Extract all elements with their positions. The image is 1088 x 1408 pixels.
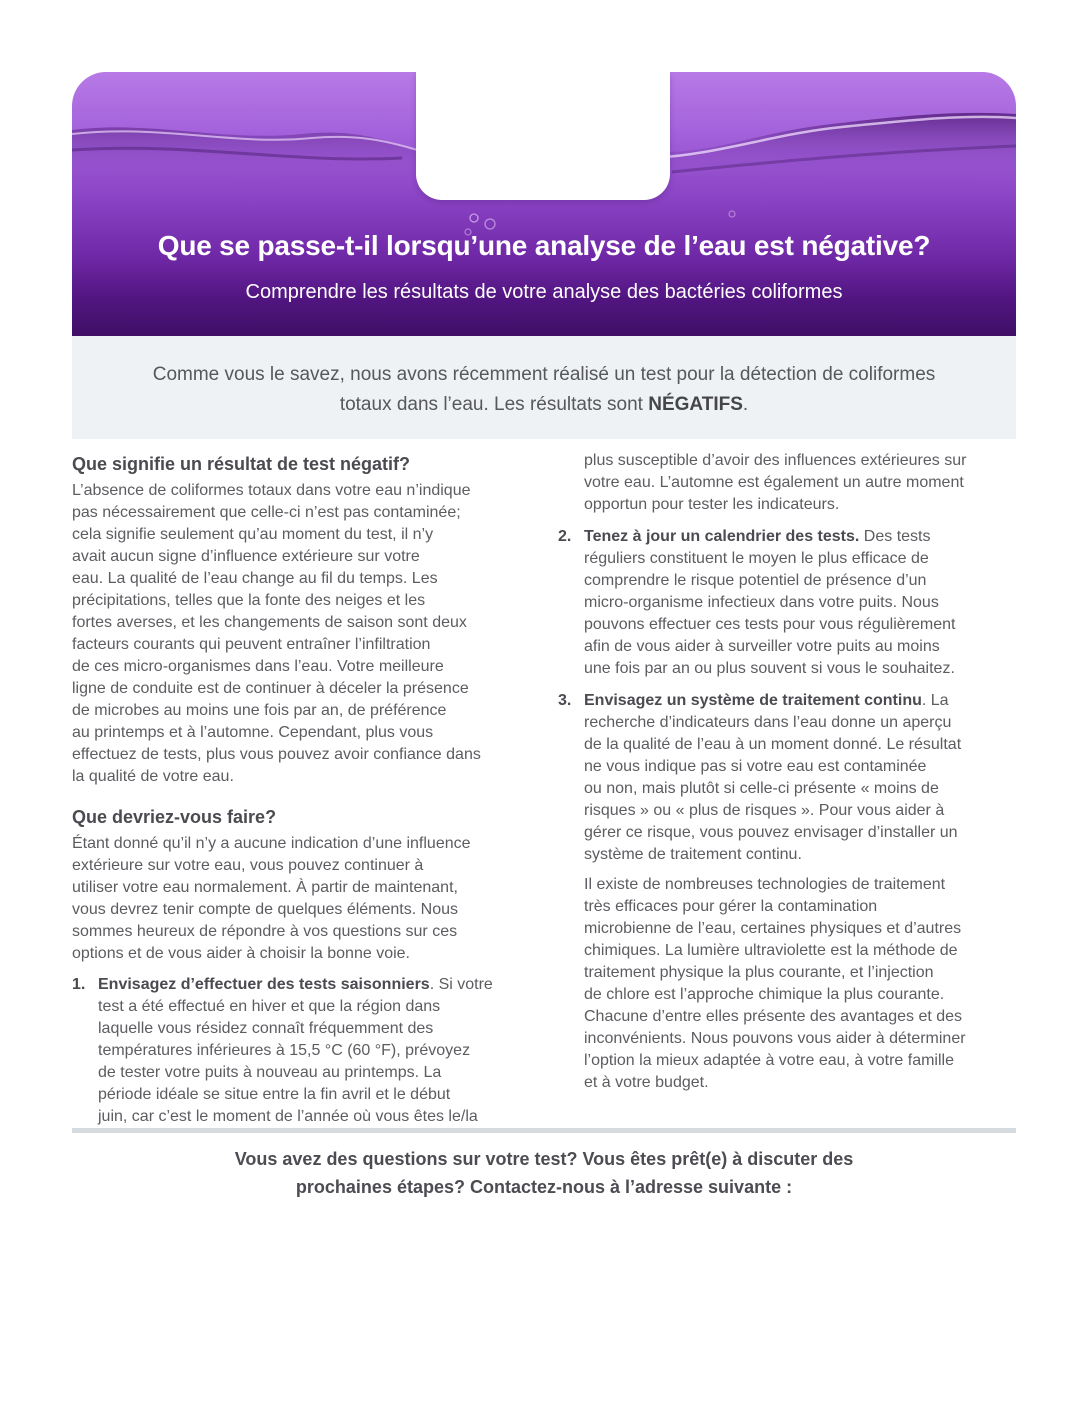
- header-banner: [72, 72, 1016, 336]
- section-body-meaning: L’absence de coliformes totaux dans votre eau n’indique pas nécessairement que celle-ci n’est pas contaminée; cela signifie seulement qu’au moment du test, il n’y avait aucun signe d’influence extérieure sur votre eau. La qualité de l’eau change au fil du temps. Les précipitations, telles que la fonte des neiges et les fortes averses, et les changements de saison sont deux facteurs courants qui peuvent entraîner l’infiltration de ces micro-organismes dans l’eau. Votre meilleure ligne de conduite est de continuer à déceler la présence de microbes au moins une fois par an, de préférence au printemps et à l’automne. Cependant, plus vous effectuez de tests, plus vous pouvez avoir confiance dans la qualité de votre eau.: [72, 482, 481, 785]
- contact-prompt: [72, 1145, 1016, 1201]
- result-negative: NÉGATIFS: [648, 394, 743, 415]
- logo-placeholder: [416, 72, 670, 200]
- section-heading-meaning: Que signifie un résultat de test négatif?: [72, 454, 411, 474]
- intro-line-2: totaux dans l’eau. Les résultats sont NÉGATIFS.: [339, 394, 749, 415]
- intro-callout: [72, 336, 1016, 439]
- contact-line-2: prochaines étapes? Contactez-nous à l’adresse suivante :: [295, 1177, 793, 1197]
- list-item-treatment-system: 3. Envisagez un système de traitement continu. La recherche d’indicateurs dans l’eau donne un aperçu de la qualité de l’eau à un moment donné. Le résultat ne vous indique pas si votre eau est contaminée ou non, mais plutôt si celle-ci présente « moins de risques » ou « plus de risques ». Pour vous aider à gérer ce risque, vous pouvez envisager d’installer un système de traitement continu. Il existe de nombreuses technologies de traitement très efficaces pour gérer la contamination microbienne de l’eau, certaines physiques et d’autres chimiques. La lumière ultraviolette est la méthode de traitement physique la plus courante, et l’injection de chlore est l’approche chimique la plus courante. Chacune d’entre elles présente des avantages et des inconvénients. Nous pouvons vous aider à déterminer l’option la mieux adaptée à votre eau, à votre famille et à votre budget.: [558, 692, 966, 1091]
- right-column: [558, 452, 1020, 1094]
- section-divider: [72, 1128, 1016, 1133]
- left-column: [72, 452, 530, 1128]
- contact-line-1: Vous avez des questions sur votre test? Vous êtes prêt(e) à discuter des: [234, 1149, 854, 1169]
- section-body-actions: Étant donné qu’il n’y a aucune indication d’une influence extérieure sur votre eau, vous pouvez continuer à utiliser votre eau normalement. À partir de maintenant, vous devrez tenir compte de quelques éléments. Nous sommes heureux de répondre à vos questions sur ces options et de vous aider à choisir la bonne voie.: [72, 835, 471, 962]
- page-title: Que se passe-t-il lorsqu’une analyse de l’eau est négative?: [157, 230, 931, 261]
- list-item-seasonal-tests: 1. Envisagez d’effectuer des tests saisonniers. Si votre test a été effectué en hiver et que la région dans laquelle vous résidez connaît fréquemment des températures inférieures à 15,5 °C (60 °F), prévoyez de tester votre puits à nouveau au printemps. La période idéale se situe entre la fin avril et le début juin, car c’est le moment de l’année où vous êtes le/la: [72, 976, 493, 1125]
- page-subtitle: Comprendre les résultats de votre analyse des bactéries coliformes: [245, 281, 843, 303]
- section-heading-actions: Que devriez-vous faire?: [72, 807, 277, 827]
- list-item-seasonal-tests-continued: plus susceptible d’avoir des influences extérieures sur votre eau. L’automne est également un autre moment opportun pour tester les indicateurs.: [584, 452, 967, 513]
- list-item-test-schedule: 2. Tenez à jour un calendrier des tests. Des tests réguliers constituent le moyen le plus efficace de comprendre le risque potentiel de présence d’un micro-organisme infectieux dans votre puits. Nous pouvons effectuer ces tests pour vous régulièrement afin de vous aider à surveiller votre puits au moins une fois par an ou plus souvent si vous le souhaitez.: [558, 528, 956, 677]
- intro-line-1: Comme vous le savez, nous avons récemment réalisé un test pour la détection de coliformes: [152, 364, 936, 385]
